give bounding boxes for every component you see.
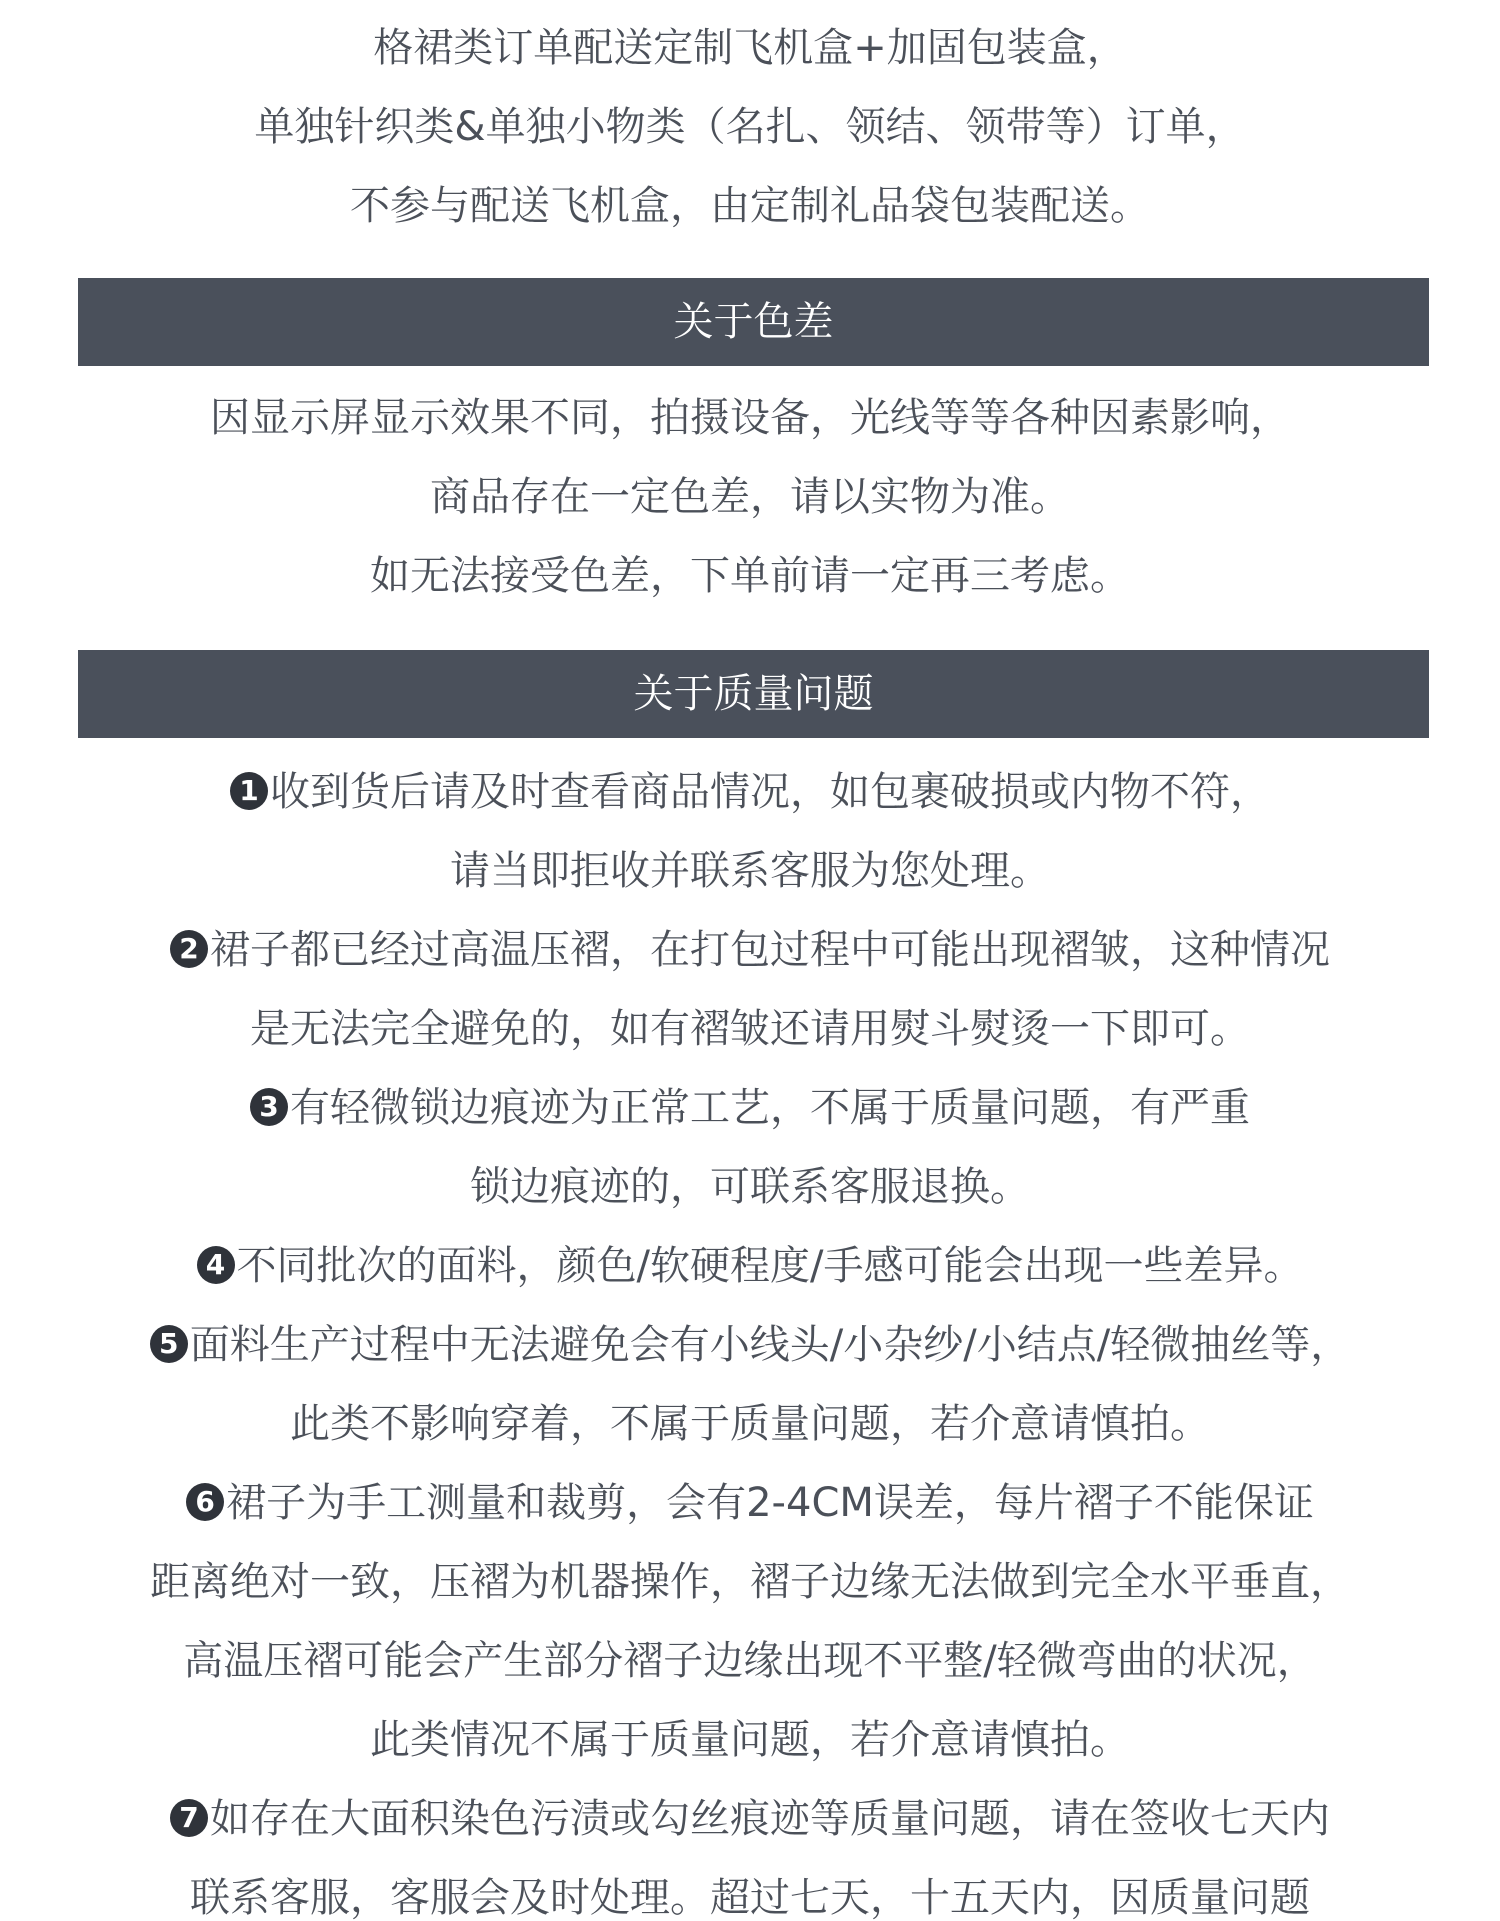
quality-item-5-line-2: 此类不影响穿着，不属于质量问题，若介意请慎拍。 <box>290 1401 1210 1447</box>
intro-line-1: 格裙类订单配送定制飞机盒+加固包装盒， <box>373 25 1127 71</box>
quality-section-header <box>78 650 1429 738</box>
quality-item-1 <box>0 769 1500 815</box>
intro-line-3: 不参与配送飞机盒，由定制礼品袋包装配送。 <box>350 183 1150 229</box>
quality-item-4-line-1: 不同批次的面料，颜色/软硬程度/手感可能会出现一些差异。 <box>236 1243 1304 1289</box>
color-section-header <box>78 278 1429 366</box>
quality-item-5 <box>0 1322 1500 1368</box>
quality-item-2-line-1: 裙子都已经过高温压褶，在打包过程中可能出现褶皱，这种情况 <box>210 927 1330 973</box>
color-line-1: 因显示屏显示效果不同，拍摄设备，光线等等各种因素影响， <box>210 395 1290 441</box>
quality-item-6-line-2: 距离绝对一致，压褶为机器操作，褶子边缘无法做到完全水平垂直， <box>150 1559 1350 1605</box>
quality-item-2-line-2: 是无法完全避免的，如有褶皱还请用熨斗熨烫一下即可。 <box>250 1006 1250 1052</box>
quality-item-3-line-1: 有轻微锁边痕迹为正常工艺，不属于质量问题，有严重 <box>290 1085 1250 1131</box>
quality-item-7-line-2: 联系客服，客服会及时处理。超过七天，十五天内，因质量问题 <box>190 1875 1310 1921</box>
number-badge-7: 7 <box>170 1799 208 1837</box>
quality-item-3 <box>0 1085 1500 1131</box>
color-section-title: 关于色差 <box>673 299 834 345</box>
number-badge-2: 2 <box>170 930 208 968</box>
quality-item-7-line-1: 如存在大面积染色污渍或勾丝痕迹等质量问题，请在签收七天内 <box>210 1796 1330 1842</box>
quality-item-6-line-1: 裙子为手工测量和裁剪，会有2-4CM误差，每片褶子不能保证 <box>226 1480 1314 1526</box>
quality-item-6 <box>0 1480 1500 1526</box>
quality-item-6-line-3: 高温压褶可能会产生部分褶子边缘出现不平整/轻微弯曲的状况， <box>183 1638 1317 1684</box>
intro-line-2: 单独针织类&单独小物类（名扎、领结、领带等）订单， <box>254 104 1246 150</box>
quality-item-3-line-2: 锁边痕迹的，可联系客服退换。 <box>470 1164 1030 1210</box>
quality-item-7 <box>0 1796 1500 1842</box>
quality-item-6-line-4: 此类情况不属于质量问题，若介意请慎拍。 <box>370 1717 1130 1763</box>
quality-item-4 <box>0 1243 1500 1289</box>
color-line-2: 商品存在一定色差，请以实物为准。 <box>430 474 1070 520</box>
quality-item-2 <box>0 927 1500 973</box>
quality-item-1-line-1: 收到货后请及时查看商品情况，如包裹破损或内物不符， <box>270 769 1270 815</box>
number-badge-6: 6 <box>186 1483 224 1521</box>
quality-section-title: 关于质量问题 <box>633 671 874 717</box>
quality-item-5-line-1: 面料生产过程中无法避免会有小线头/小杂纱/小结点/轻微抽丝等， <box>189 1322 1351 1368</box>
number-badge-4: 4 <box>197 1246 235 1284</box>
number-badge-5: 5 <box>150 1325 188 1363</box>
quality-item-1-line-2: 请当即拒收并联系客服为您处理。 <box>450 848 1050 894</box>
color-line-3: 如无法接受色差，下单前请一定再三考虑。 <box>370 553 1130 599</box>
number-badge-3: 3 <box>250 1088 288 1126</box>
number-badge-1: 1 <box>230 772 268 810</box>
